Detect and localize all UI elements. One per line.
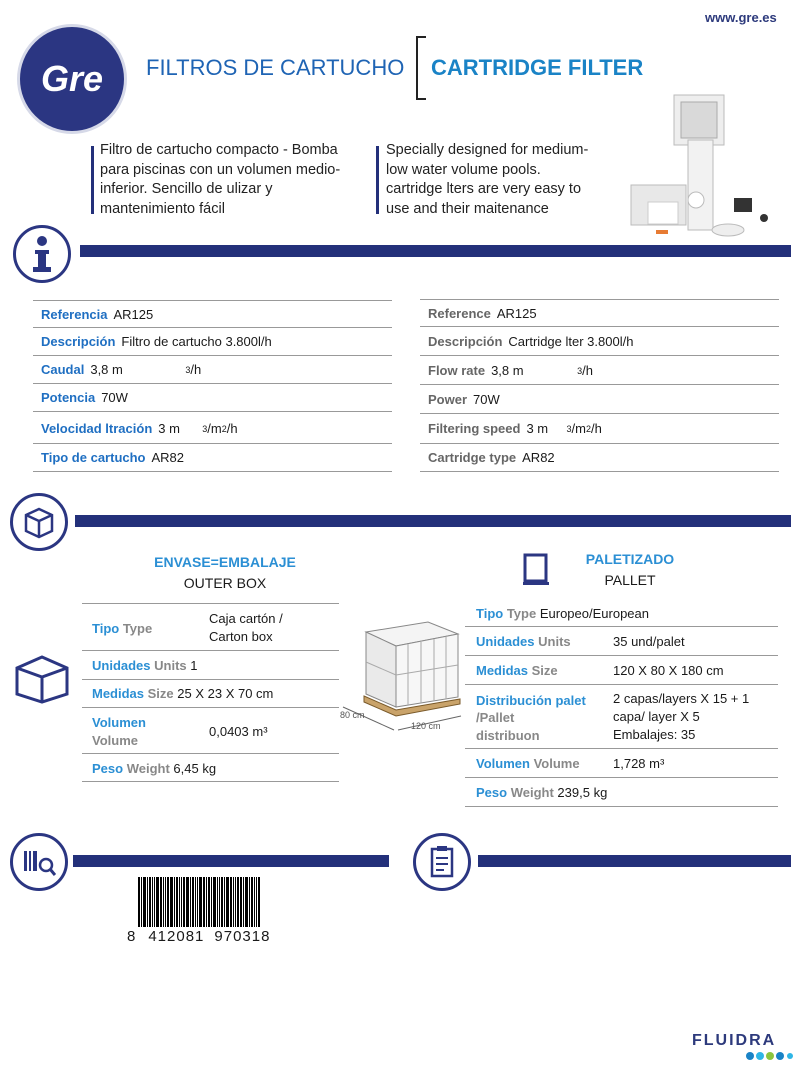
spec-row: Referencia AR125 (33, 300, 392, 328)
outer-box-row: Volumen Volume 0,0403 m³ (82, 708, 339, 754)
pallet-subtitle: PALLET (604, 572, 656, 588)
barcode (138, 877, 298, 927)
pallet-row: Distribución palet /Pallet distribuon 2 capas/layers X 15 + 1 capa/ layer X 5 Embalajes: 35 (465, 685, 778, 749)
spec-row: Potencia 70W (33, 384, 392, 412)
title-divider (416, 36, 426, 100)
intro-bar-es (91, 146, 94, 214)
website-url[interactable]: www.gre.es (705, 10, 777, 25)
pallet-width-label: 120 cm (411, 721, 441, 731)
pallet-illustration (338, 612, 464, 740)
pallet-row: Unidades Units 35 und/palet (465, 627, 778, 656)
spec-row: Reference AR125 (420, 299, 779, 327)
info-icon (13, 225, 71, 283)
spec-row: Flow rate 3,8 m 3 /h (420, 357, 779, 385)
gre-logo (17, 24, 127, 134)
spec-row: Power 70W (420, 386, 779, 414)
logo-text: Gre (40, 58, 104, 99)
pallet-icon (522, 553, 550, 587)
barcode-bar (73, 855, 389, 867)
package-icon (10, 493, 68, 551)
product-image (626, 90, 776, 245)
info-bar (80, 245, 791, 257)
outer-box-row: Unidades Units 1 (82, 651, 339, 680)
intro-english: Specially designed for medium- low water volume pools. cartridge lters are very easy to use and their maitenance (386, 142, 589, 217)
docs-bar (478, 855, 791, 867)
pallet-row: Peso Weight 239,5 kg (465, 778, 778, 807)
pallet-row: Volumen Volume 1,728 m³ (465, 749, 778, 778)
outer-box-subtitle: OUTER BOX (183, 575, 267, 591)
barcode-icon (10, 833, 68, 891)
packaging-bar (75, 515, 791, 527)
box-icon (14, 654, 70, 704)
pallet-depth-label: 80 cm (340, 710, 365, 720)
spec-row: Caudal 3,8 m 3 /h (33, 356, 392, 384)
spec-row: Cartridge type AR82 (420, 444, 779, 472)
fluidra-logo: FLUIDRA (692, 1032, 777, 1049)
outer-box-row: Peso Weight 6,45 kg (82, 754, 339, 782)
spec-row: Velocidad ltración 3 m 3 /m 2 /h (33, 414, 392, 444)
title-spanish: FILTROS DE CARTUCHO (146, 55, 405, 80)
outer-box-row: Medidas Size 25 X 23 X 70 cm (82, 680, 339, 708)
spec-row: Filtering speed 3 m 3 /m 2 /h (420, 414, 779, 444)
spec-row: Descripción Cartridge lter 3.800l/h (420, 328, 779, 356)
pallet-row: Medidas Size 120 X 80 X 180 cm (465, 656, 778, 685)
intro-spanish: Filtro de cartucho compacto - Bomba para piscinas con un volumen medio- inferior. Sencillo de ulizar y mantenimiento fácil (100, 142, 341, 217)
barcode-digits: 8 412081 970318 (127, 928, 271, 945)
document-icon (413, 833, 471, 891)
spec-row: Descripción Filtro de cartucho 3.800l/h (33, 328, 392, 356)
title-english: CARTRIDGE FILTER (431, 55, 644, 80)
fluidra-dots (745, 1050, 795, 1062)
pallet-row: Tipo Type Europeo/European (465, 600, 778, 627)
intro-bar-en (376, 146, 379, 214)
pallet-title: PALETIZADO (585, 551, 675, 567)
outer-box-title: ENVASE=EMBALAJE (154, 554, 296, 570)
outer-box-row: Tipo Type Caja cartón / Carton box (82, 603, 339, 651)
spec-row: Tipo de cartucho AR82 (33, 444, 392, 472)
